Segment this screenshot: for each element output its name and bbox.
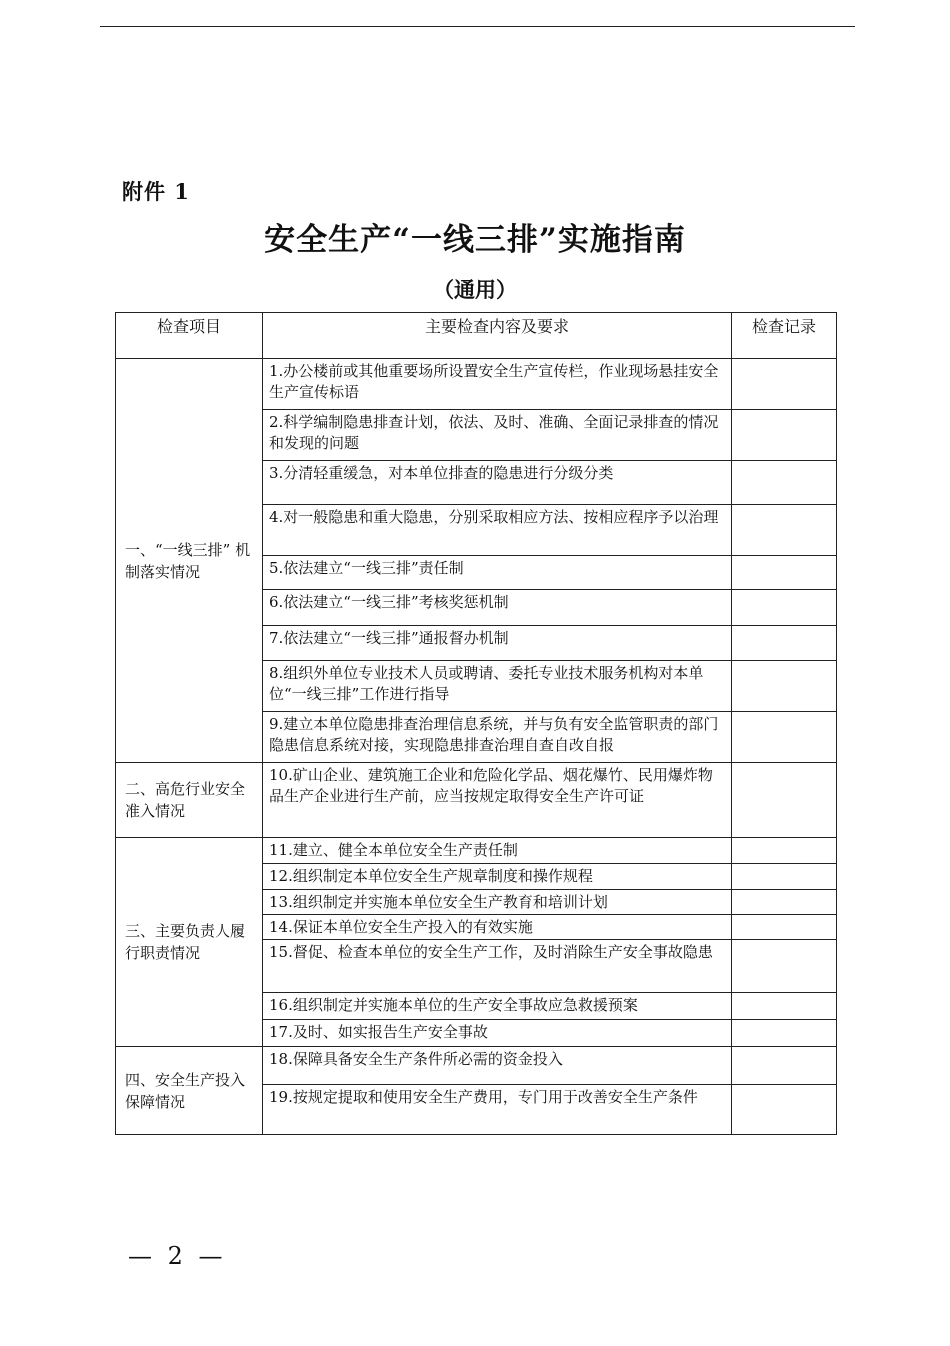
content-cell: 18.保障具备安全生产条件所必需的资金投入 [263,1047,732,1085]
record-cell[interactable] [732,712,837,763]
content-cell: 9.建立本单位隐患排查治理信息系统，并与负有安全监管职责的部门隐患信息系统对接，实现隐患排查治理自查自改自报 [263,712,732,763]
table-row [116,763,837,838]
content-cell: 14.保证本单位安全生产投入的有效实施 [263,915,732,940]
record-cell[interactable] [732,915,837,940]
record-cell[interactable] [732,940,837,993]
category-cell: 一、“一线三排” 机制落实情况 [116,359,263,763]
record-cell[interactable] [732,590,837,626]
content-cell: 10.矿山企业、建筑施工企业和危险化学品、烟花爆竹、民用爆炸物品生产企业进行生产前，应当按规定取得安全生产许可证 [263,763,732,838]
category-cell: 三、主要负责人履行职责情况 [116,838,263,1047]
content-cell: 4.对一般隐患和重大隐患，分别采取相应方法、按相应程序予以治理 [263,505,732,556]
page-number: — 2 — [128,1242,227,1270]
content-cell: 1.办公楼前或其他重要场所设置安全生产宣传栏，作业现场悬挂安全生产宣传标语 [263,359,732,410]
content-cell: 6.依法建立“一线三排”考核奖惩机制 [263,590,732,626]
record-cell[interactable] [732,1020,837,1047]
table-header-row [116,313,837,359]
inspection-table [115,312,837,1135]
attachment-label: 附件 1 [122,179,190,204]
content-cell: 8.组织外单位专业技术人员或聘请、委托专业技术服务机构对本单位“一线三排”工作进行指导 [263,661,732,712]
content-cell: 11.建立、健全本单位安全生产责任制 [263,838,732,864]
record-cell[interactable] [732,1085,837,1135]
table-row [116,1047,837,1085]
record-cell[interactable] [732,661,837,712]
content-cell: 2.科学编制隐患排查计划，依法、及时、准确、全面记录排查的情况和发现的问题 [263,410,732,461]
record-cell[interactable] [732,556,837,590]
record-cell[interactable] [732,890,837,915]
content-cell: 7.依法建立“一线三排”通报督办机制 [263,626,732,661]
header-inspection-record: 检查记录 [732,313,837,359]
content-cell: 13.组织制定并实施本单位安全生产教育和培训计划 [263,890,732,915]
content-cell: 16.组织制定并实施本单位的生产安全事故应急救援预案 [263,993,732,1020]
record-cell[interactable] [732,461,837,505]
record-cell[interactable] [732,763,837,838]
category-cell: 四、安全生产投入保障情况 [116,1047,263,1135]
record-cell[interactable] [732,359,837,410]
record-cell[interactable] [732,993,837,1020]
table-row [116,359,837,410]
record-cell[interactable] [732,1047,837,1085]
record-cell[interactable] [732,864,837,890]
record-cell[interactable] [732,838,837,864]
content-cell: 3.分清轻重缓急，对本单位排查的隐患进行分级分类 [263,461,732,505]
content-cell: 12.组织制定本单位安全生产规章制度和操作规程 [263,864,732,890]
content-cell: 19.按规定提取和使用安全生产费用，专门用于改善安全生产条件 [263,1085,732,1135]
content-cell: 17.及时、如实报告生产安全事故 [263,1020,732,1047]
content-cell: 5.依法建立“一线三排”责任制 [263,556,732,590]
record-cell[interactable] [732,626,837,661]
header-inspection-item: 检查项目 [116,313,263,359]
document-title: 安全生产“一线三排”实施指南 [264,222,686,258]
header-main-content: 主要检查内容及要求 [263,313,732,359]
category-cell: 二、高危行业安全准入情况 [116,763,263,838]
content-cell: 15.督促、检查本单位的安全生产工作，及时消除生产安全事故隐患 [263,940,732,993]
document-subtitle: （通用） [433,277,517,302]
header-rule [100,26,855,27]
table-row [116,838,837,864]
record-cell[interactable] [732,410,837,461]
record-cell[interactable] [732,505,837,556]
